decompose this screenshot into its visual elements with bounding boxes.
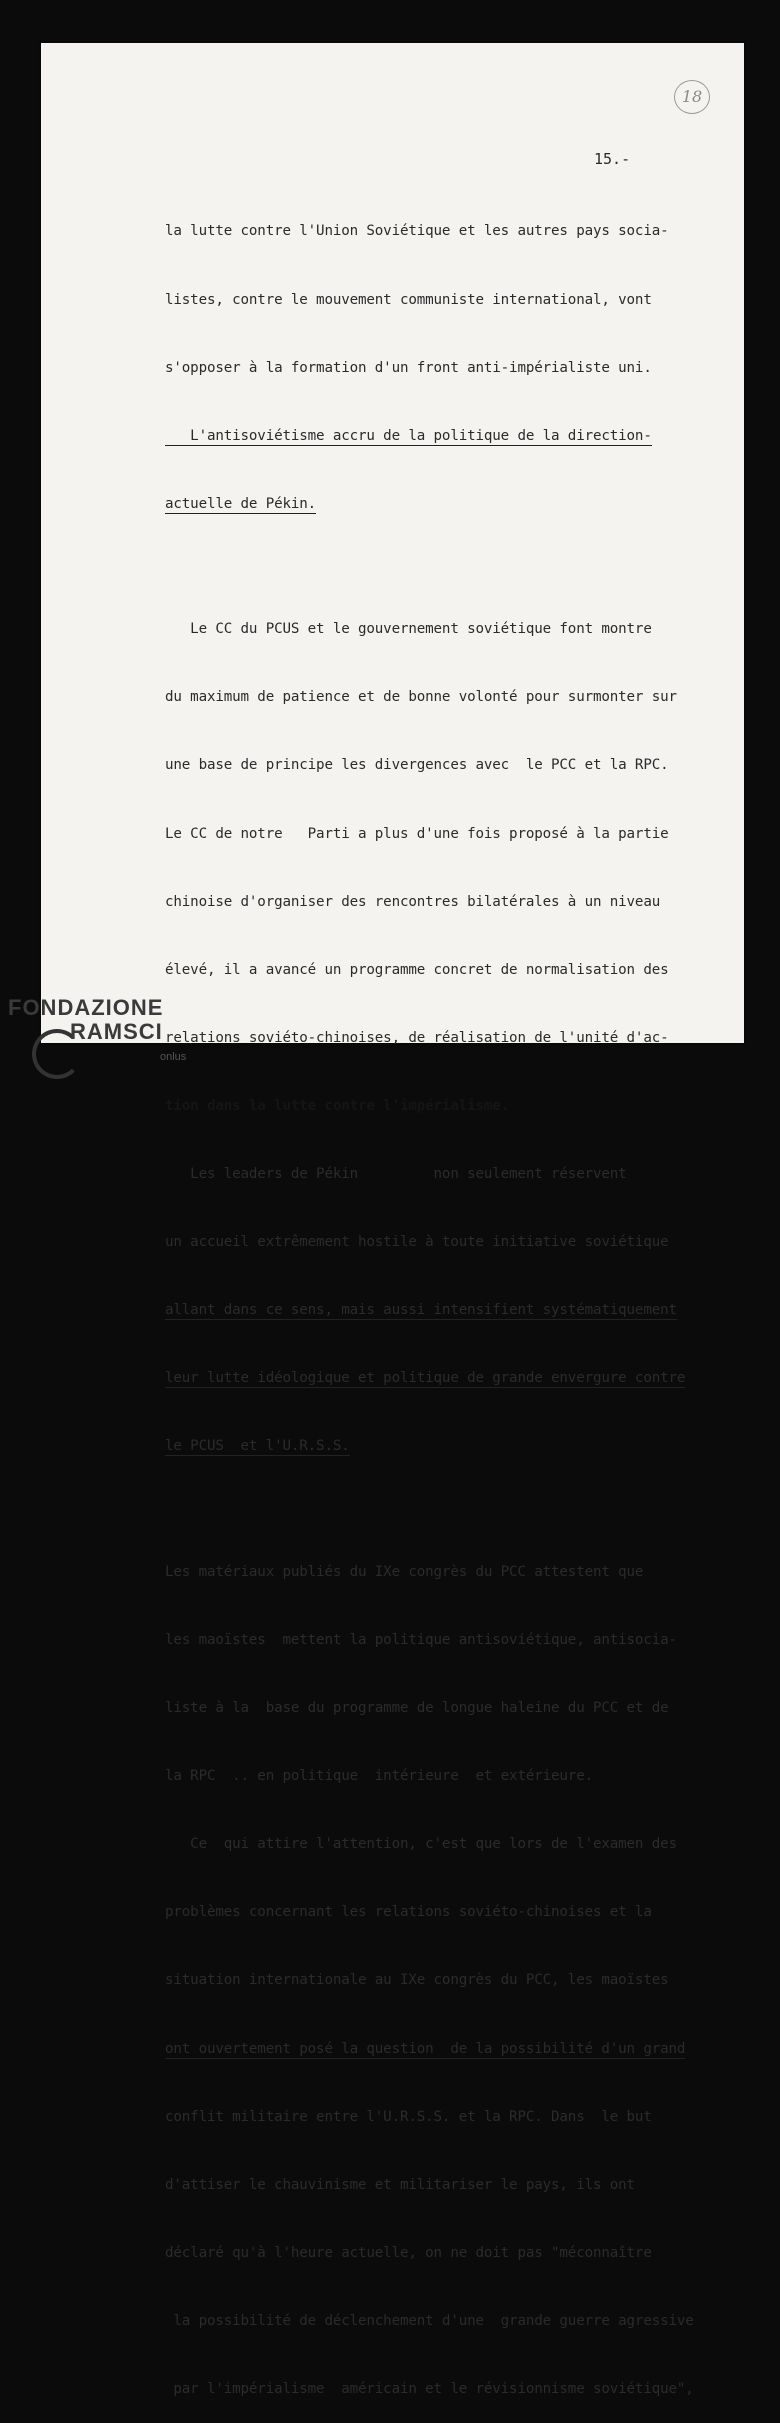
text-line: par l'impérialisme américain et le révisionnisme soviétique", bbox=[165, 2381, 694, 2398]
text-line: Le CC du PCUS et le gouvernement soviétique font montre bbox=[165, 621, 652, 638]
heading-line: L'antisoviétisme accru de la politique de la direction- bbox=[165, 427, 652, 444]
text-line: relations soviéto-chinoises, de réalisation de l'unité d'ac- bbox=[165, 1029, 669, 1046]
text-line: la lutte contre l'Union Soviétique et les autres pays socia- bbox=[165, 223, 669, 240]
text-line: déclaré qu'à l'heure actuelle, on ne doit pas "méconnaître bbox=[165, 2244, 652, 2261]
text-line: un accueil extrêmement hostile à toute initiative soviétique bbox=[165, 1234, 669, 1251]
text-line: du maximum de patience et de bonne volonté pour surmonter sur bbox=[165, 689, 677, 706]
body-text bbox=[165, 175, 725, 2423]
underlined-line: leur lutte idéologique et politique de grande envergure contre bbox=[165, 1370, 686, 1387]
text-line: la RPC .. en politique intérieure et extérieure. bbox=[165, 1768, 593, 1785]
underlined-line: allant dans ce sens, mais aussi intensifient systématiquement bbox=[165, 1302, 677, 1319]
underlined-line: le PCUS et l'U.R.S.S. bbox=[165, 1438, 350, 1455]
text-line: situation internationale au IXe congrès du PCC, les maoïstes bbox=[165, 1972, 669, 1989]
text-line: élevé, il a avancé un programme concret de normalisation des bbox=[165, 961, 669, 978]
text-line: tion dans la lutte contre l'impérialisme. bbox=[165, 1097, 510, 1114]
logo-text-line1: FONDAZIONE bbox=[8, 995, 164, 1020]
text-line: conflit militaire entre l'U.R.S.S. et la RPC. Dans le but bbox=[165, 2108, 652, 2125]
text-line: chinoise d'organiser des rencontres bilatérales à un niveau bbox=[165, 893, 661, 910]
fondazione-gramsci-logo bbox=[0, 995, 200, 1075]
text-line: liste à la base du programme de longue haleine du PCC et de bbox=[165, 1700, 669, 1717]
text-line: la possibilité de déclenchement d'une grande guerre agressive bbox=[165, 2312, 694, 2329]
text-line: Les leaders de Pékin non seulement réservent bbox=[165, 1166, 627, 1183]
underlined-line: ont ouvertement posé la question de la possibilité d'un grand bbox=[165, 2040, 686, 2057]
archive-number-stamp: 18 bbox=[674, 80, 710, 114]
text-line: problèmes concernant les relations soviéto-chinoises et la bbox=[165, 1904, 652, 1921]
text-line: Les matériaux publiés du IXe congrès du PCC attestent que bbox=[165, 1563, 644, 1580]
logo-text-line2: RAMSCI bbox=[70, 1019, 163, 1044]
text-line: d'attiser le chauvinisme et militariser le pays, ils ont bbox=[165, 2176, 635, 2193]
text-line: Ce qui attire l'attention, c'est que lors de l'examen des bbox=[165, 1836, 677, 1853]
logo-suffix: onlus bbox=[160, 1051, 187, 1063]
page-number: 15.- bbox=[594, 150, 631, 168]
text-line: les maoïstes mettent la politique antisoviétique, antisocia- bbox=[165, 1632, 677, 1648]
text-line: listes, contre le mouvement communiste international, vont bbox=[165, 291, 652, 308]
text-line: Le CC de notre Parti a plus d'une fois proposé à la partie bbox=[165, 825, 669, 842]
text-line: s'opposer à la formation d'un front anti-impérialiste uni. bbox=[165, 359, 652, 376]
text-line: une base de principe les divergences avec le PCC et la RPC. bbox=[165, 757, 669, 774]
heading-line: actuelle de Pékin. bbox=[165, 495, 317, 512]
